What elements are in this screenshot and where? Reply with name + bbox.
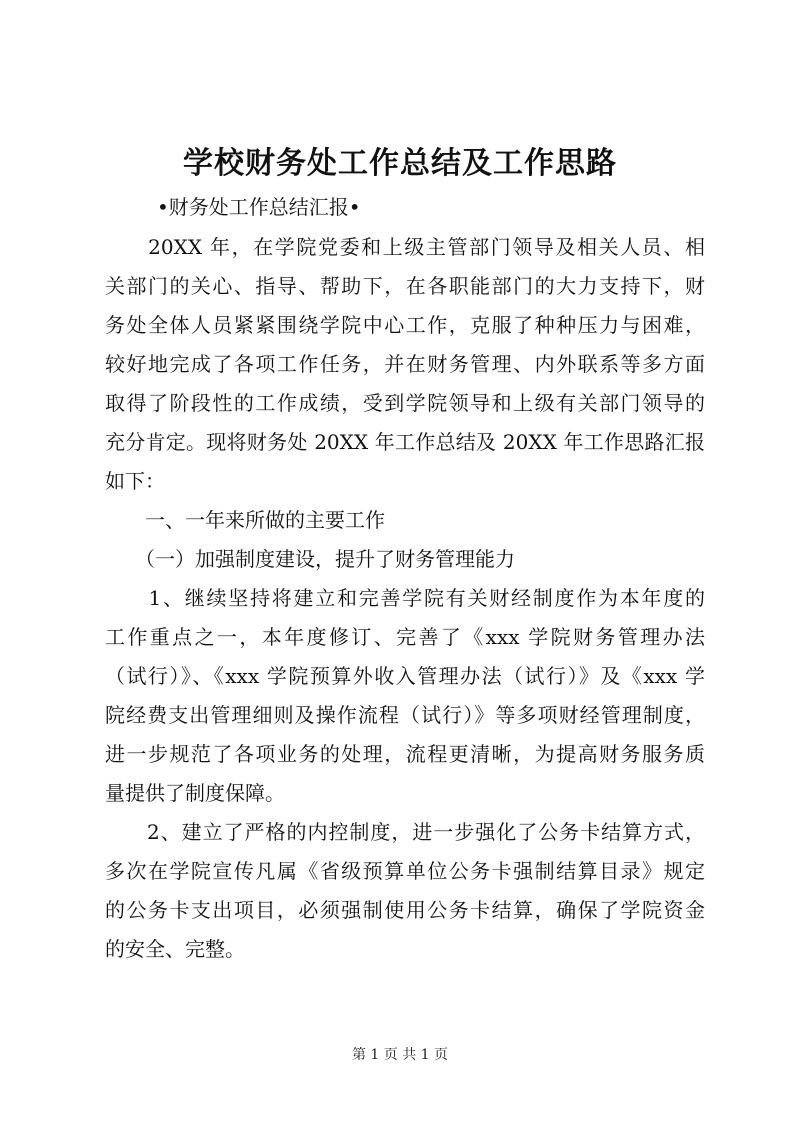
text-line: 务处全体人员紧紧围绕学院中心工作，克服了种种压力与困难， — [105, 313, 705, 337]
document-subtitle: •财务处工作总结汇报• — [157, 195, 361, 219]
section-heading: 一、一年来所做的主要工作 — [105, 508, 385, 532]
text-line: 取得了阶段性的工作成绩，受到学院领导和上级有关部门领导的 — [105, 391, 705, 415]
text-line: 2、建立了严格的内控制度，进一步强化了公务卡结算方式， — [105, 820, 705, 844]
text-line: 工作重点之一，本年度修订、完善了《xxx 学院财务管理办法 — [105, 625, 705, 649]
document-title: 学校财务处工作总结及工作思路 — [183, 146, 617, 181]
text-line: 1、继续坚持将建立和完善学院有关财经制度作为本年度的 — [105, 586, 705, 610]
subsection-heading: （一）加强制度建设，提升了财务管理能力 — [105, 547, 515, 571]
text-line: 的公务卡支出项目，必须强制使用公务卡结算，确保了学院资金 — [105, 898, 705, 922]
document-body — [105, 228, 705, 969]
text-line: 量提供了制度保障。 — [105, 781, 285, 805]
text-line: （试行）》、《xxx 学院预算外收入管理办法（试行）》及《xxx 学 — [105, 664, 705, 688]
text-line: 进一步规范了各项业务的处理，流程更清晰，为提高财务服务质 — [105, 742, 705, 766]
text-line: 院经费支出管理细则及操作流程（试行）》等多项财经管理制度， — [105, 703, 705, 727]
page-footer: 第 1 页 共 1 页 — [351, 1047, 449, 1063]
text-line: 20XX 年，在学院党委和上级主管部门领导及相关人员、相 — [105, 235, 705, 259]
text-line: 如下： — [105, 469, 165, 493]
text-line: 关部门的关心、指导、帮助下，在各职能部门的大力支持下，财 — [105, 274, 705, 298]
text-line: 较好地完成了各项工作任务，并在财务管理、内外联系等多方面 — [105, 352, 705, 376]
text-line: 充分肯定。现将财务处 20XX 年工作总结及 20XX 年工作思路汇报 — [105, 430, 705, 454]
text-line: 多次在学院宣传凡属《省级预算单位公务卡强制结算目录》规定 — [105, 859, 705, 883]
text-line: 的安全、完整。 — [105, 937, 245, 961]
